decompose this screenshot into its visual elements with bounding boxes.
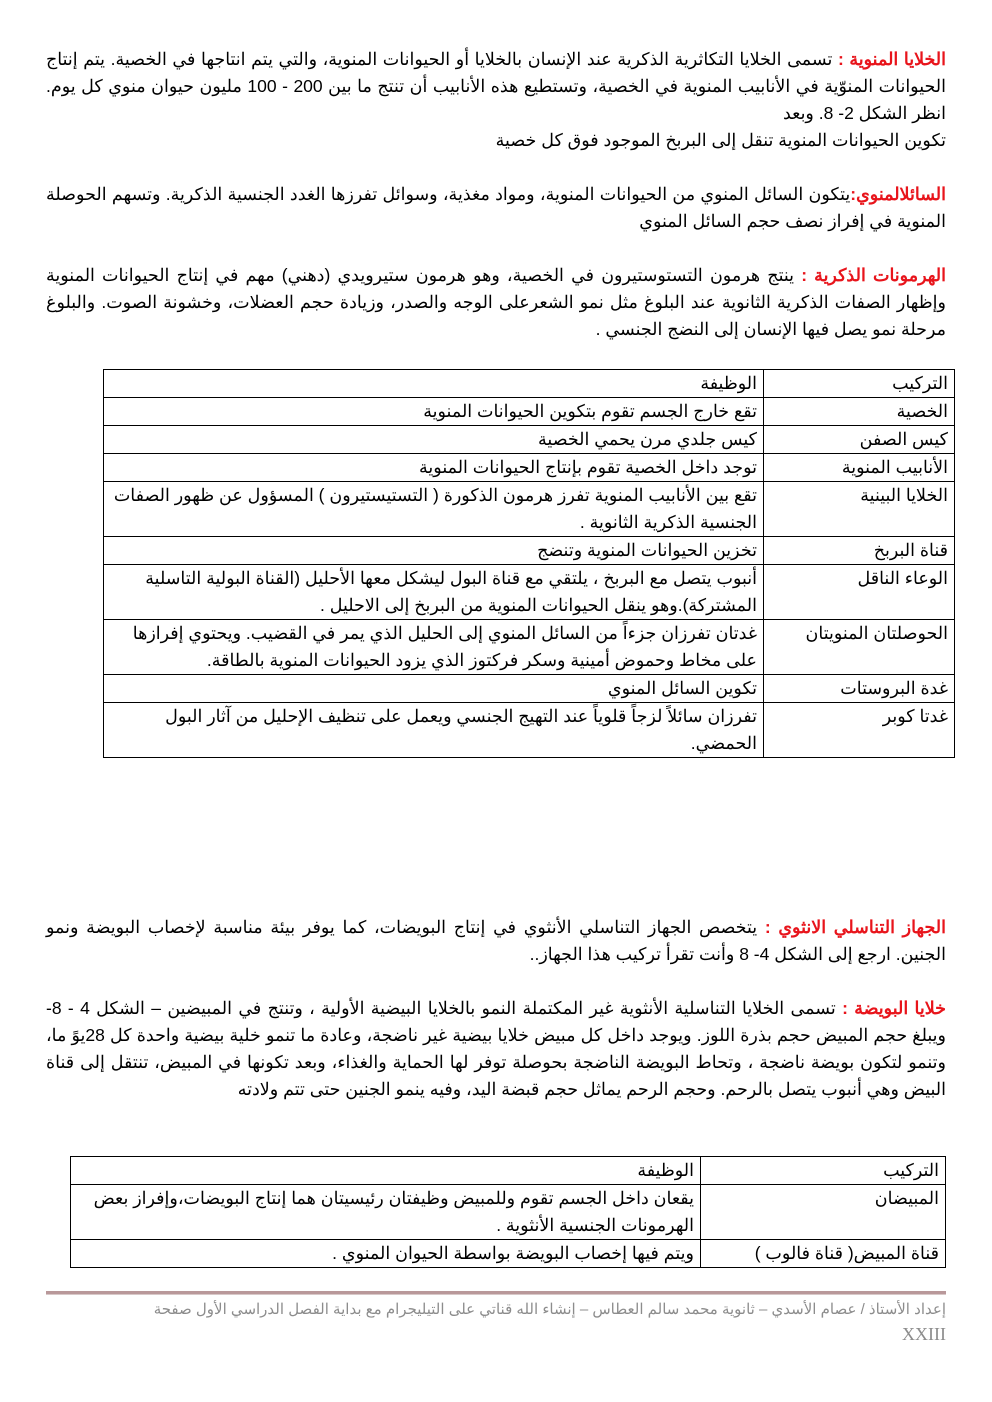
function-cell: توجد داخل الخصية تقوم بإنتاج الحيوانات المنوية (104, 454, 764, 482)
structure-cell: الأنابيب المنوية (764, 454, 955, 482)
heading-sperm-cells: الخلايا المنوية : (837, 49, 947, 69)
structure-cell: قناة البربخ (764, 537, 955, 565)
structure-cell: كيس الصفن (764, 426, 955, 454)
heading-male-hormones: الهرمونات الذكرية : (801, 265, 946, 285)
footer-text: إعداد الأستاذ / عصام الأسدي – ثانوية محمد سالم العطاس – إنشاء الله قناتي على التيليجرام مع بداية الفصل الدراسي الأول صفحة (153, 1301, 946, 1318)
function-cell: غدتان تفرزان جزءاً من السائل المنوي إلى الحليل الذي يمر في القضيب. ويحتوي إفرازها على مخاط وحموض أمينية وسكر فركتوز الذي يزود الحيوانات المنوية بالطاقة. (104, 620, 764, 675)
page-footer (46, 1298, 946, 1346)
function-cell: ويتم فيها إخصاب البويضة بواسطة الحيوان المنوي . (71, 1240, 701, 1268)
structure-cell: الوعاء الناقل (764, 565, 955, 620)
structure-cell: الخلايا البينية (764, 482, 955, 537)
function-cell: الوظيفة (71, 1157, 701, 1185)
function-cell: الوظيفة (104, 370, 764, 398)
structure-cell: المبيضان (701, 1185, 946, 1240)
heading-semen: السائلالمنوي: (850, 184, 946, 204)
table-header-row (104, 370, 955, 398)
paragraph-semen: السائلالمنوي:يتكون السائل المنوي من الحيوانات المنوية، ومواد مغذية، وسوائل تفرزها الغدد الجنسية الذكرية. وتسهم الحوصلة المنوية في إفراز نصف حجم السائل المنوي (46, 184, 946, 231)
structure-cell: الحوصلتان المنويتان (764, 620, 955, 675)
structure-cell: غدة البروستات (764, 675, 955, 703)
page-number: XXIII (902, 1324, 946, 1344)
table-header-row (71, 1157, 946, 1185)
table-row (104, 537, 955, 565)
paragraph-sperm-cells: الخلايا المنوية : تسمى الخلايا التكاثرية الذكرية عند الإنسان بالخلايا أو الحيوانات المنوية، والتي يتم انتاجها في الخصية. يتم إنتاج الحيوانات المنوّية في الأنابيب المنوية في الخصية، وتستطيع هذه الأنابيب أن تنتج ما بين 200 - 100 مليون حيوان منوي كل يوم. انظر الشكل 2- 8. وبعد تكوين الحيوانات المنوية تنقل إلى البربخ الموجود فوق كل خصية (46, 49, 947, 150)
footer-divider (46, 1291, 946, 1295)
table-row (71, 1185, 946, 1240)
paragraph-male-hormones: الهرمونات الذكرية : ينتج هرمون التستوستيرون في الخصية، وهو هرمون ستيرويدي (دهني) مهم في إنتاج الحيوانات المنوية وإظهار الصفات الذكرية الثانوية عند البلوغ مثل نمو الشعرعلى الوجه والصدر، وزيادة حجم العضلات، وخشونة الصوت. والبلوغ مرحلة نمو يصل فيها الإنسان إلى النضج الجنسي . (46, 265, 946, 339)
structure-cell: الخصية (764, 398, 955, 426)
structure-cell: التركيب (701, 1157, 946, 1185)
heading-egg-cells: خلايا البويضة : (842, 998, 946, 1018)
female-structures-table (70, 1156, 946, 1268)
male-structures-table (103, 369, 955, 758)
paragraph-egg-cells: خلايا البويضة : تسمى الخلايا التناسلية الأنثوية غير المكتملة النمو بالخلايا البيضية الأولية ، وتنتج في المبيضين – الشكل 4 - 8- ويبلغ حجم المبيض حجم بذرة اللوز. ويوجد داخل كل مبيض خلايا بيضية غير ناضجة، وعادة ما تنمو خلية بيضية واحدة كل 28يوً ما، وتنمو لتكون بويضة ناضجة ، وتحاط البويضة الناضجة بحوصلة توفر لها الحماية والغذاء، وبعد تكونها في المبيض، تنتقل إلى قناة البيض وهي أنبوب يتصل بالرحم. وحجم الرحم يماثل حجم قبضة اليد، وفيه ينمو الجنين حتى تتم ولادته (46, 998, 946, 1099)
structure-cell: قناة المبيض( قناة فالوب ) (701, 1240, 946, 1268)
function-cell: كيس جلدي مرن يحمي الخصية (104, 426, 764, 454)
function-cell: تخزين الحيوانات المنوية وتنضج (104, 537, 764, 565)
function-cell: تفرزان سائلاً لزجاً قلوياً عند التهيج الجنسي ويعمل على تنظيف الإحليل من آثار البول الحمضي. (104, 703, 764, 758)
function-cell: تكوين السائل المنوي (104, 675, 764, 703)
heading-female-system: الجهاز التناسلي الانثوي : (764, 917, 946, 937)
table-row (104, 482, 955, 537)
table-row (104, 565, 955, 620)
paragraph-female-system: الجهاز التناسلي الانثوي : يتخصص الجهاز التناسلي الأنثوي في إنتاج البويضات، كما يوفر بيئة مناسبة لإخصاب البويضة ونمو الجنين. ارجع إلى الشكل 4- 8 وأنت تقرأ تركيب هذا الجهاز.. (46, 917, 946, 964)
table-row (104, 426, 955, 454)
structure-cell: التركيب (764, 370, 955, 398)
table-row (104, 675, 955, 703)
function-cell: أنبوب يتصل مع البربخ ، يلتقي مع قناة البول ليشكل معها الأحليل (القناة البولية التاسلية المشتركة).وهو ينقل الحيوانات المنوية من البربخ إلى الاحليل . (104, 565, 764, 620)
table-row (104, 398, 955, 426)
table-row (71, 1240, 946, 1268)
function-cell: تقع بين الأنابيب المنوية تفرز هرمون الذكورة ( التستيستيرون ) المسؤول عن ظهور الصفات الجنسية الذكرية الثانوية . (104, 482, 764, 537)
table-row (104, 703, 955, 758)
table-row (104, 454, 955, 482)
table-row (104, 620, 955, 675)
female-section (46, 914, 946, 1103)
document-body (46, 46, 946, 343)
structure-cell: غدتا كوبر (764, 703, 955, 758)
function-cell: يقعان داخل الجسم تقوم وللمبيض وظيفتان رئيسيتان هما إنتاج البويضات،وإفراز بعض الهرمونات الجنسية الأنثوية . (71, 1185, 701, 1240)
function-cell: تقع خارج الجسم تقوم بتكوين الحيوانات المنوية (104, 398, 764, 426)
